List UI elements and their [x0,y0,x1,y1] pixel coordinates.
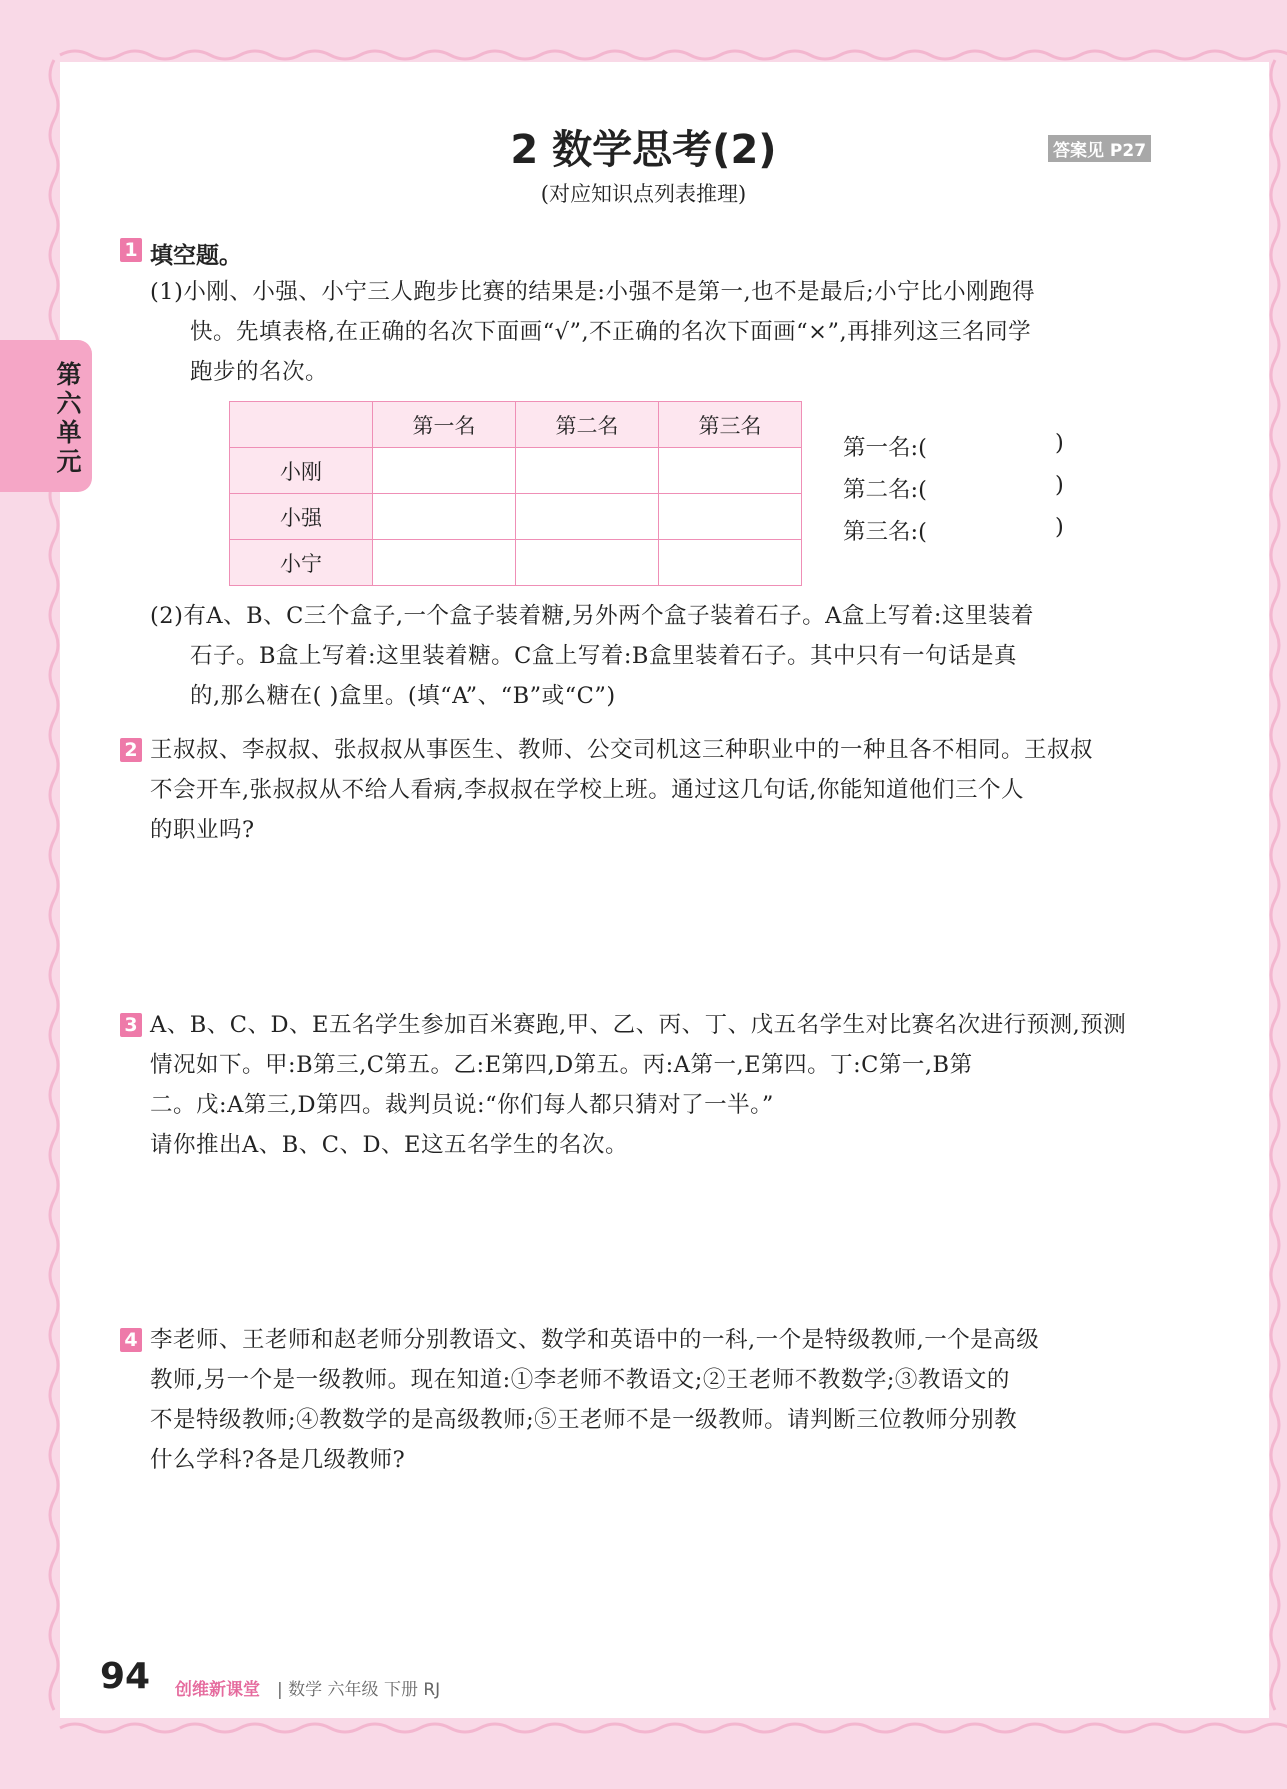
answer-third-place[interactable] [843,514,1064,546]
footer-book-info: | 数学 六年级 下册 RJ [277,1680,441,1700]
question-2-number: 2 [120,738,142,762]
answer-reference-badge: 答案见 P27 [1048,135,1151,162]
footer-brand: 创维新课堂 [175,1680,260,1700]
table-header-second: 第二名 [516,402,659,448]
q3-line-4: 请你推出A、B、C、D、E这五名学生的名次。 [150,1132,628,1158]
unit-side-tab-label: 第六单元 [56,360,82,476]
q3-line-1: A、B、C、D、E五名学生参加百米赛跑,甲、乙、丙、丁、戊五名学生对比赛名次进行预测,预测 [150,1012,1127,1038]
q1-part1-line-1: (1)小刚、小强、小宁三人跑步比赛的结果是:小强不是第一,也不是最后;小宁比小刚跑得 [150,279,1036,305]
q1-part2-line-1: (2)有A、B、C三个盒子,一个盒子装着糖,另外两个盒子装着石子。A盒上写着:这里装着 [150,603,1035,629]
q4-line-1: 李老师、王老师和赵老师分别教语文、数学和英语中的一科,一个是特级教师,一个是高级 [150,1327,1040,1353]
table-header-corner [230,402,373,448]
answer-third-close: ) [1055,514,1064,540]
cell-input[interactable] [373,494,516,540]
q4-line-3: 不是特级教师;④教数学的是高级教师;⑤王老师不是一级教师。请判断三位教师分别教 [150,1407,1018,1433]
q3-line-3: 二。戊:A第三,D第四。裁判员说:“你们每人都只猜对了一半。” [150,1092,774,1118]
table-header-first: 第一名 [373,402,516,448]
q3-line-2: 情况如下。甲:B第三,C第五。乙:E第四,D第五。丙:A第一,E第四。丁:C第一,B第 [150,1052,973,1078]
row-label-xiaoning: 小宁 [230,540,373,586]
cell-input[interactable] [373,448,516,494]
table-header-row [230,402,802,448]
q1-part1-line-3: 跑步的名次。 [190,359,329,385]
q2-answer-area[interactable] [150,860,1160,990]
q4-answer-area[interactable] [150,1490,1160,1640]
table-row [230,494,802,540]
answer-second-label: 第二名:( [843,477,927,503]
question-1-number: 1 [120,238,142,262]
answer-first-label: 第一名:( [843,435,927,461]
q4-line-4: 什么学科?各是几级教师? [150,1447,406,1473]
row-label-xiaoqiang: 小强 [230,494,373,540]
cell-input[interactable] [659,448,802,494]
answer-second-place[interactable] [843,472,1064,504]
cell-input[interactable] [516,494,659,540]
page-number: 94 [100,1656,151,1697]
page-subtitle: (对应知识点列表推理) [540,182,747,206]
cell-input[interactable] [516,540,659,586]
cell-input[interactable] [373,540,516,586]
ranking-table [229,401,802,586]
q2-line-2: 不会开车,张叔叔从不给人看病,李叔叔在学校上班。通过这几句话,你能知道他们三个人 [150,777,1024,803]
question-3-number: 3 [120,1013,142,1037]
row-label-xiaogang: 小刚 [230,448,373,494]
cell-input[interactable] [659,540,802,586]
q2-line-3: 的职业吗? [150,817,255,843]
q1-part2-line-2: 石子。B盒上写着:这里装着糖。C盒上写着:B盒里装着石子。其中只有一句话是真 [190,643,1017,669]
q3-answer-area[interactable] [150,1175,1160,1305]
answer-first-place[interactable] [843,430,1064,462]
cell-input[interactable] [516,448,659,494]
answer-second-close: ) [1055,472,1064,498]
cell-input[interactable] [659,494,802,540]
answer-first-close: ) [1055,430,1064,456]
q2-line-1: 王叔叔、李叔叔、张叔叔从事医生、教师、公交司机这三种职业中的一种且各不相同。王叔叔 [150,737,1094,763]
q4-line-2: 教师,另一个是一级教师。现在知道:①李老师不教语文;②王老师不教数学;③教语文的 [150,1367,1010,1393]
question-1-heading: 填空题。 [150,243,242,269]
table-row [230,540,802,586]
q1-part2-line-3: 的,那么糖在( )盒里。(填“A”、“B”或“C”) [190,683,616,709]
table-header-third: 第三名 [659,402,802,448]
table-row [230,448,802,494]
answer-third-label: 第三名:( [843,519,927,545]
page-title: 2 数学思考(2) [510,127,777,173]
question-4-number: 4 [120,1328,142,1352]
q1-part1-line-2: 快。先填表格,在正确的名次下面画“√”,不正确的名次下面画“×”,再排列这三名同学 [190,319,1032,345]
